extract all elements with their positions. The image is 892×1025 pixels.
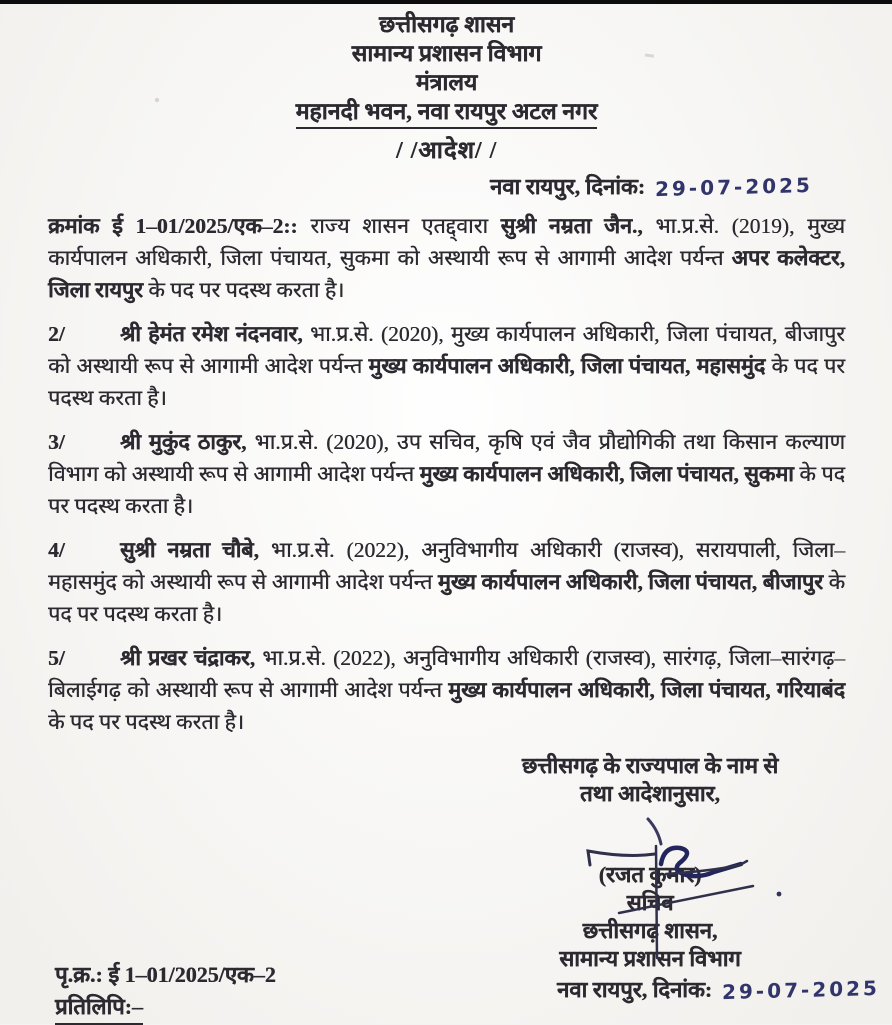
department-name: सामान्य प्रशासन विभाग xyxy=(351,41,542,66)
order-paragraph-3 xyxy=(48,426,845,522)
paragraph-3-text: श्री मुकुंद ठाकुर, भा.प्र.से. (2020), उप सचिव, कृषि एवं जैव प्रौद्योगिकी तथा किसान कल्याण विभाग को अस्थायी रूप से आगामी आदेश पर्यन्त मुख्य कार्यपालन अधिकारी, जिला पंचायत, सुकमा के पद पर पदस्थ करता है। xyxy=(48,430,846,518)
order-paragraph-2 xyxy=(48,318,845,414)
order-title: / /आदेश/ / xyxy=(395,138,498,164)
signatory-org-line-2: सामान्य प्रशासन विभाग xyxy=(559,946,741,971)
bottom-dateline-printed: नवा रायपुर, दिनांक: xyxy=(557,977,713,1002)
order-paragraph-4 xyxy=(48,534,845,630)
endorsement-ref-number: पृ.क्र.: ई 1–01/2025/एक–2 xyxy=(55,962,276,987)
paragraph-2-text: श्री हेमंत रमेश नंदनवार, भा.प्र.से. (2020), मुख्य कार्यपालन अधिकारी, जिला पंचायत, बीजापुर को अस्थायी रूप से आगामी आदेश पर्यन्त मुख्य कार्यपालन अधिकारी, जिला पंचायत, महासमुंद के पद पर पदस्थ करता है। xyxy=(48,322,845,410)
government-title: छत्तीसगढ़ शासन xyxy=(378,12,515,37)
paragraph-3-number: 3/ xyxy=(48,430,65,454)
paragraph-5-text: श्री प्रखर चंद्राकर, भा.प्र.से. (2022), अनुविभागीय अधिकारी (राजस्व), सारंगढ़, जिला–सारंगढ़–बिलाईगढ़ को अस्थायी रूप से आगामी आदेश पर्यन्त मुख्य कार्यपालन अधिकारी, जिला पंचायत, गरियाबंद के पद पर पदस्थ करता है। xyxy=(48,646,845,734)
top-dateline xyxy=(48,172,845,202)
top-dateline-printed: नवा रायपुर, दिनांक: xyxy=(489,174,646,199)
paragraph-5-number: 5/ xyxy=(48,646,65,670)
ministry-label: मंत्रालय xyxy=(415,70,478,95)
signatory-designation: सचिव xyxy=(626,890,674,915)
signature-block xyxy=(455,752,845,973)
bottom-dateline xyxy=(557,974,880,1004)
paragraph-4-text: सुश्री नम्रता चौबे, भा.प्र.से. (2022), अनुविभागीय अधिकारी (राजस्व), सरायपाली, जिला–महासमुंद को अस्थायी रूप से आगामी आदेश पर्यन्त मुख्य कार्यपालन अधिकारी, जिला पंचायत, बीजापुर के पद पर पदस्थ करता है। xyxy=(48,538,846,626)
bottom-dateline-handwritten-date: 29-07-2025 xyxy=(722,975,881,1005)
scan-top-edge xyxy=(0,0,892,4)
paragraph-4-number: 4/ xyxy=(48,538,65,562)
signatory-org-line-1: छत्तीसगढ़ शासन, xyxy=(582,918,718,943)
by-order-line-1: छत्तीसगढ़ के राज्यपाल के नाम से xyxy=(521,753,779,778)
copy-to-label: प्रतिलिपि:– xyxy=(55,992,143,1025)
signatory-name: (रजत कुमार) xyxy=(598,862,702,887)
top-dateline-handwritten-date: 29-07-2025 xyxy=(654,172,814,202)
address-line xyxy=(48,97,845,129)
order-paragraph-5 xyxy=(48,642,845,738)
address-underlined: महानदी भवन, नवा रायपुर अटल नगर xyxy=(296,97,598,129)
order-paragraph-1: क्रमांक ई 1–01/2025/एक–2:: राज्य शासन एतद्द्वारा सुश्री नम्रता जैन., भा.प्र.से. (2019), मुख्य कार्यपालन अधिकारी, जिला पंचायत, सुकमा को अस्थायी रूप से आगामी आदेश पर्यन्त अपर कलेक्टर, जिला रायपुर के पद पर पदस्थ करता है। xyxy=(48,214,845,302)
order-body xyxy=(48,210,845,738)
by-order-line-2: तथा आदेशानुसार, xyxy=(580,781,720,806)
document-header xyxy=(48,10,845,129)
paragraph-2-number: 2/ xyxy=(48,322,65,346)
